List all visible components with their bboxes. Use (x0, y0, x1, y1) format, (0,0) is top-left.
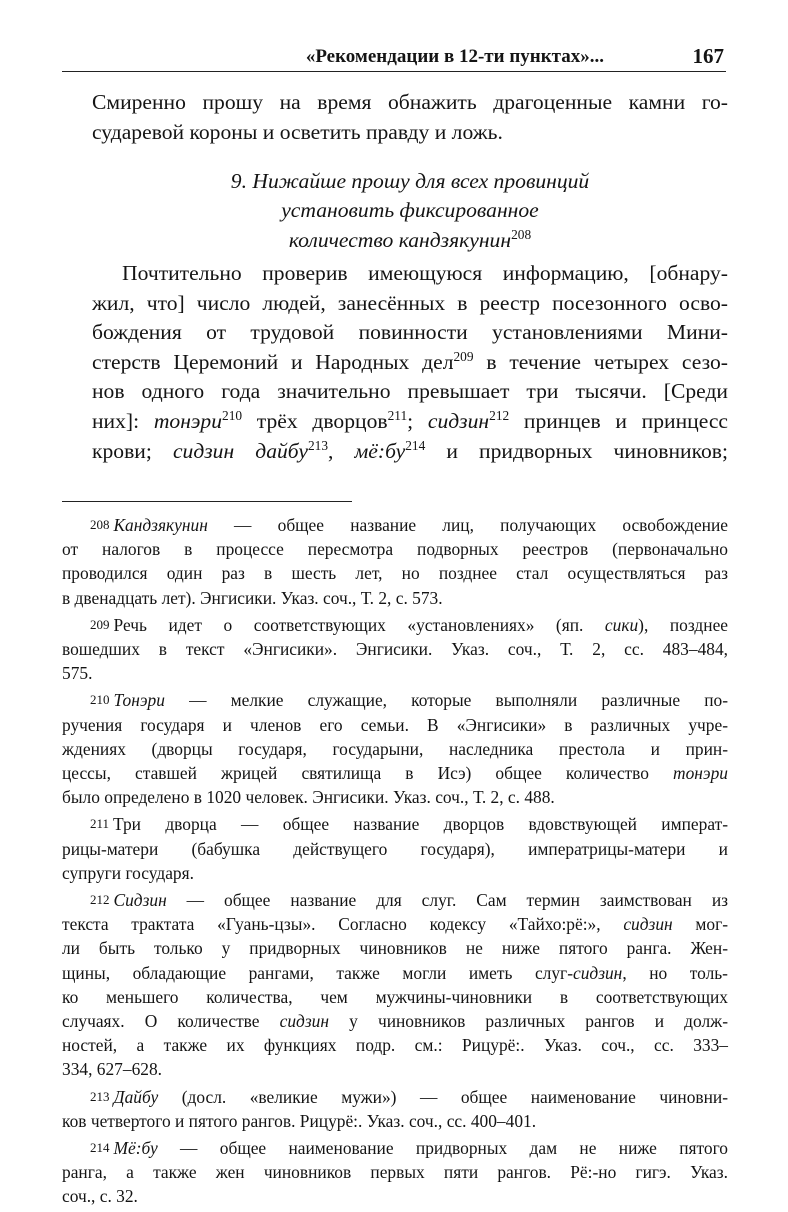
text-segment: , но толь- (622, 962, 728, 983)
text-line (92, 259, 728, 289)
term: сидзин дайбу (172, 438, 308, 463)
text-segment: в течение четырех сезо- (473, 349, 728, 374)
text-segment: ), позднее (638, 614, 729, 635)
text-line (62, 613, 728, 637)
term: мё:бу (354, 438, 406, 463)
page-number: 167 (692, 44, 724, 68)
text-segment: — общее наименование придворных дам не ниже пятого (157, 1138, 728, 1159)
term: Сидзин (113, 890, 167, 911)
footnote-211 (62, 812, 728, 885)
section-heading (92, 167, 728, 255)
text-line: ков четвертого и пятого рангов. Рицурё:. Указ. соч., сс. 400–401. (62, 1110, 537, 1131)
running-header (62, 40, 726, 70)
term: сидзин (572, 962, 623, 983)
text-line (62, 1136, 728, 1160)
text-segment: них]: (92, 408, 154, 433)
text-line: рицы-матери (бабушка действущего государя), императрицы-матери и (62, 838, 728, 859)
text-line: проводился один раз в шесть лет, но позднее стал осуществляться раз (62, 563, 728, 584)
text-line: от налогов в процессе пересмотра подворных реестров (первоначально (62, 539, 728, 560)
heading-line-with-note (92, 226, 728, 255)
text-segment: , (328, 438, 355, 463)
text-segment: случаях. О количестве (62, 1011, 280, 1032)
footnote-number: 208 (90, 517, 110, 532)
text-segment: Почтительно проверив имеющуюся информацию, [обнару- (122, 261, 728, 285)
term: Дайбу (113, 1086, 159, 1107)
footnote-210 (62, 688, 728, 809)
text-line: ручения государя и членов его семьи. В «Энгисики» в различных учре- (62, 714, 728, 735)
footnote-number: 214 (90, 1140, 110, 1156)
heading-line: 9. Нижайше прошу для всех провинций (230, 169, 590, 193)
text-segment: мог- (672, 914, 728, 935)
header-rule (62, 71, 726, 72)
text-line: соч., с. 32. (62, 1186, 138, 1207)
term: Кандзякунин (113, 515, 208, 535)
text-segment: текста трактата «Гуань-цзы». Согласно кодексу «Тайхо:рё:», (62, 914, 624, 935)
text-line: супруги государя. (62, 862, 194, 883)
footnote-ref[interactable]: 214 (405, 437, 426, 453)
running-title: «Рекомендации в 12-ти пунктах»... (305, 46, 604, 67)
text-line: бождения от трудовой повинности установлениями Мини- (92, 320, 728, 345)
text-line: 575. (62, 663, 93, 684)
text-segment: — мелкие служащие, которые выполняли различные по- (164, 690, 728, 711)
footnote-number: 209 (90, 616, 110, 632)
text-line: ли быть только у придворных чиновников не ниже пятого ранга. Жен- (62, 938, 728, 959)
text-segment: Речь идет о соответствующих «установлениях» (яп. (113, 614, 605, 635)
text-segment: стерств Церемоний и Народных дел (92, 349, 454, 374)
text-line: ко меньшего количества, чем мужчины-чиновники в соответствующих (62, 986, 728, 1007)
text-segment: трёх дворцов (242, 408, 388, 433)
text-segment: Три дворца — общее название дворцов вдовствующей императ- (113, 814, 728, 835)
footnote-213 (62, 1085, 728, 1133)
text-line: вошедших в текст «Энгисики». Энгисики. Указ. соч., Т. 2, сс. 483–484, (62, 639, 728, 660)
text-line: ждениях (дворцы государя, государыни, наследника престола и прин- (62, 738, 728, 759)
text-segment: у чиновников различных рангов и долж- (328, 1011, 728, 1032)
footnote-ref[interactable]: 212 (489, 407, 510, 423)
footnote-212 (62, 888, 728, 1082)
paragraph-main (92, 259, 728, 466)
text-line: ностей, а также их функциях подр. см.: Рицурё:. Указ. соч., сс. 333– (62, 1035, 728, 1056)
text-line (62, 688, 728, 712)
heading-line: установить фиксированное (281, 198, 539, 223)
footnote-number: 212 (90, 892, 110, 908)
text-line (62, 513, 728, 537)
footnote-ref[interactable]: 210 (222, 407, 243, 423)
text-line (62, 912, 728, 936)
text-line (92, 348, 728, 378)
text-line (62, 1009, 728, 1033)
text-line (92, 407, 728, 437)
footnote-ref[interactable]: 208 (511, 226, 532, 242)
text-line: ранга, а также жен чиновников первых пяти рангов. Рё:-но гигэ. Указ. (62, 1162, 728, 1183)
text-segment: — общее название лиц, получающих освобождение (207, 515, 728, 535)
text-segment: принцев и принцесс (509, 408, 728, 433)
footnote-number: 213 (90, 1088, 110, 1104)
text-line (62, 1085, 728, 1109)
text-segment: и придворных чиновников; (425, 438, 728, 463)
term: Тонэри (113, 690, 165, 711)
term: сидзин (279, 1011, 329, 1032)
paragraph-intro (92, 88, 728, 147)
footnote-ref[interactable]: 211 (387, 407, 408, 423)
term: сидзин (623, 914, 673, 935)
text-line: нов одного года значительно превышает три тысячи. [Среди (92, 379, 728, 404)
text-segment: цессы, ставшей жрицей святилища в Исэ) общее количество (62, 763, 674, 784)
footnote-separator (62, 501, 352, 502)
text-segment: щины, обладающие рангами, также могли иметь слуг- (62, 962, 573, 983)
term: сидзин (427, 408, 490, 433)
text-line: в двенадцать лет). Энгисики. Указ. соч., Т. 2, с. 573. (62, 587, 443, 608)
text-line: Смиренно прошу на время обнажить драгоценные камни го- (92, 90, 728, 114)
footnote-number: 211 (90, 816, 110, 832)
footnote-ref[interactable]: 209 (453, 348, 474, 364)
text-segment: ; (407, 408, 428, 433)
text-line (62, 888, 728, 912)
footnote-ref[interactable]: 213 (307, 437, 329, 453)
text-line (62, 761, 728, 785)
text-line: сударевой короны и осветить правду и ложь. (92, 119, 503, 144)
text-segment: (досл. «великие мужи») — общее наименование чиновни- (158, 1086, 728, 1107)
text-segment: крови; (92, 438, 173, 463)
text-line (62, 961, 728, 985)
text-segment: — общее название для слуг. Сам термин заимствован из (166, 890, 728, 911)
term: Мё:бу (113, 1138, 158, 1159)
text-line: 334, 627–628. (62, 1059, 162, 1080)
text-line (62, 812, 728, 836)
footnotes (62, 513, 728, 1212)
term: тонэри (673, 763, 728, 784)
text-line: было определено в 1020 человек. Энгисики. Указ. соч., Т. 2, с. 488. (62, 787, 555, 808)
text-line (92, 437, 728, 467)
text-line: жил, что] число людей, занесённых в реестр посезонного осво- (92, 290, 728, 315)
heading-line: количество кандзякунин (288, 227, 512, 252)
footnote-number: 210 (90, 692, 110, 708)
term: тонэри (153, 408, 223, 433)
footnote-209 (62, 613, 728, 686)
footnote-208 (62, 513, 728, 610)
term: сики (604, 614, 639, 635)
